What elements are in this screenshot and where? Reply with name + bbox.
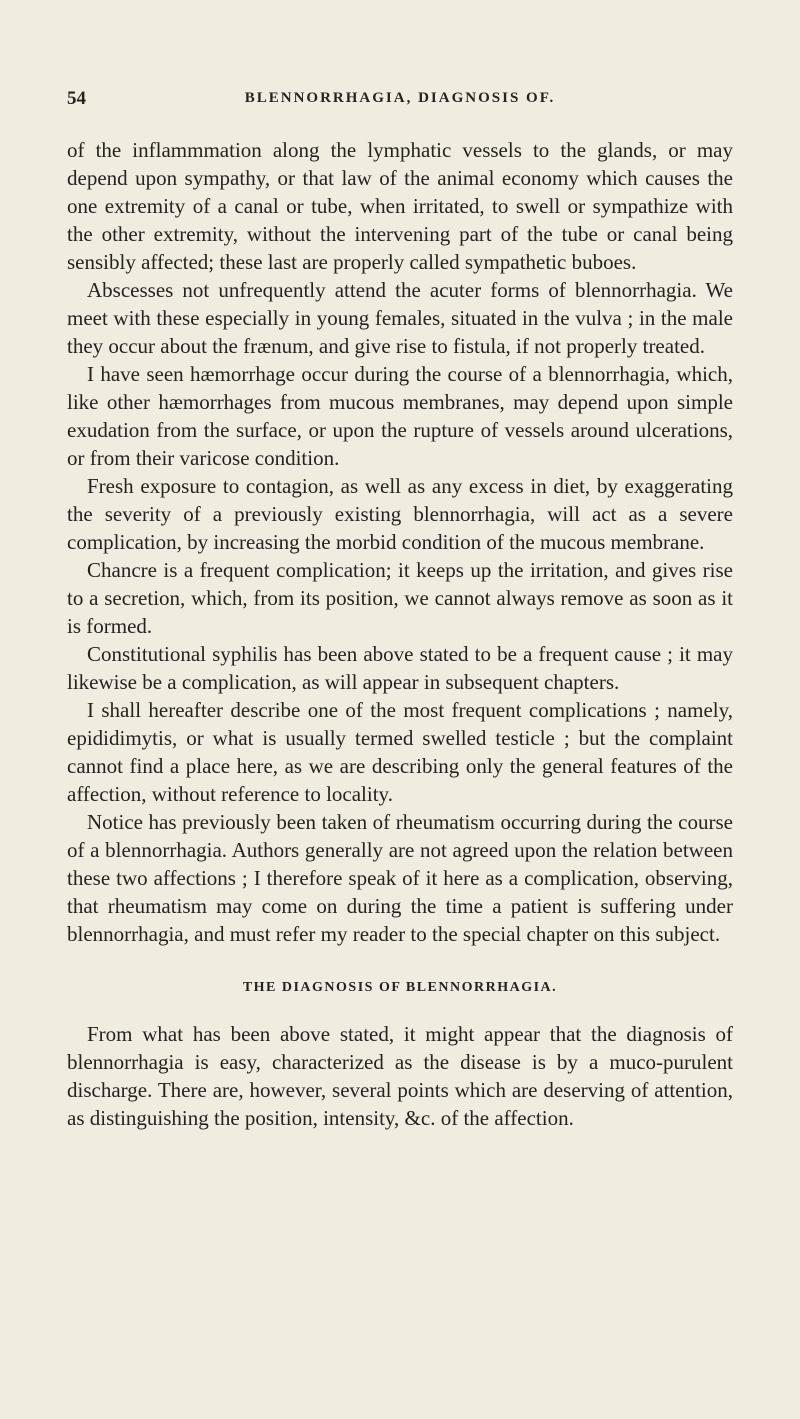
paragraph: of the inflammmation along the lymphatic vessels to the glands, or may depend upon sympathy, or that law of the animal economy which causes the one extremity of a canal or tube, when irritated, to swell or sympathize with the other extremity, without the intervening part of the tube or canal being sensibly affected; these last are properly called sympathetic buboes. — [67, 138, 733, 274]
paragraph: Chancre is a frequent complication; it keeps up the irritation, and gives rise to a secretion, which, from its position, we cannot always remove as soon as it is formed. — [67, 558, 733, 638]
paragraph: I shall hereafter describe one of the most frequent complications ; namely, epididimytis, or what is usually termed swelled testicle ; but the complaint cannot find a place here, as we are describing only the general features of the affection, without reference to locality. — [67, 698, 733, 806]
paragraph: Fresh exposure to contagion, as well as any excess in diet, by exaggerating the severity of a previously existing blennorrhagia, will act as a severe complication, by increasing the morbid condition of the mucous membrane. — [67, 474, 733, 554]
paragraph: From what has been above stated, it might appear that the diagnosis of blennorrhagia is easy, characterized as the disease is by a muco-purulent discharge. There are, however, several points which are deserving of attention, as distinguishing the position, intensity, &c. of the affection. — [67, 1022, 733, 1130]
paragraph: I have seen hæmorrhage occur during the course of a blennorrhagia, which, like other hæmorrhages from mucous membranes, may depend upon simple exudation from the surface, or upon the rupture of vessels around ulcerations, or from their varicose condition. — [67, 362, 733, 470]
page-header — [67, 88, 733, 114]
page-number: 54 — [67, 88, 86, 109]
paragraph: Constitutional syphilis has been above stated to be a frequent cause ; it may likewise be a complication, as will appear in subsequent chapters. — [67, 642, 733, 694]
paragraph: Abscesses not unfrequently attend the acuter forms of blennorrhagia. We meet with these especially in young females, situated in the vulva ; in the male they occur about the frænum, and give rise to fistula, if not properly treated. — [67, 278, 733, 358]
paragraph: Notice has previously been taken of rheumatism occurring during the course of a blennorrhagia. Authors generally are not agreed upon the relation between these two affections ; I therefore speak of it here as a complication, observing, that rheumatism may come on during the time a patient is suffering under blennorrhagia, and must refer my reader to the special chapter on this subject. — [67, 810, 733, 946]
body-text — [67, 136, 733, 1132]
section-heading: THE DIAGNOSIS OF BLENNORRHAGIA. — [242, 980, 558, 995]
running-head: BLENNORRHAGIA, DIAGNOSIS OF. — [244, 90, 556, 106]
